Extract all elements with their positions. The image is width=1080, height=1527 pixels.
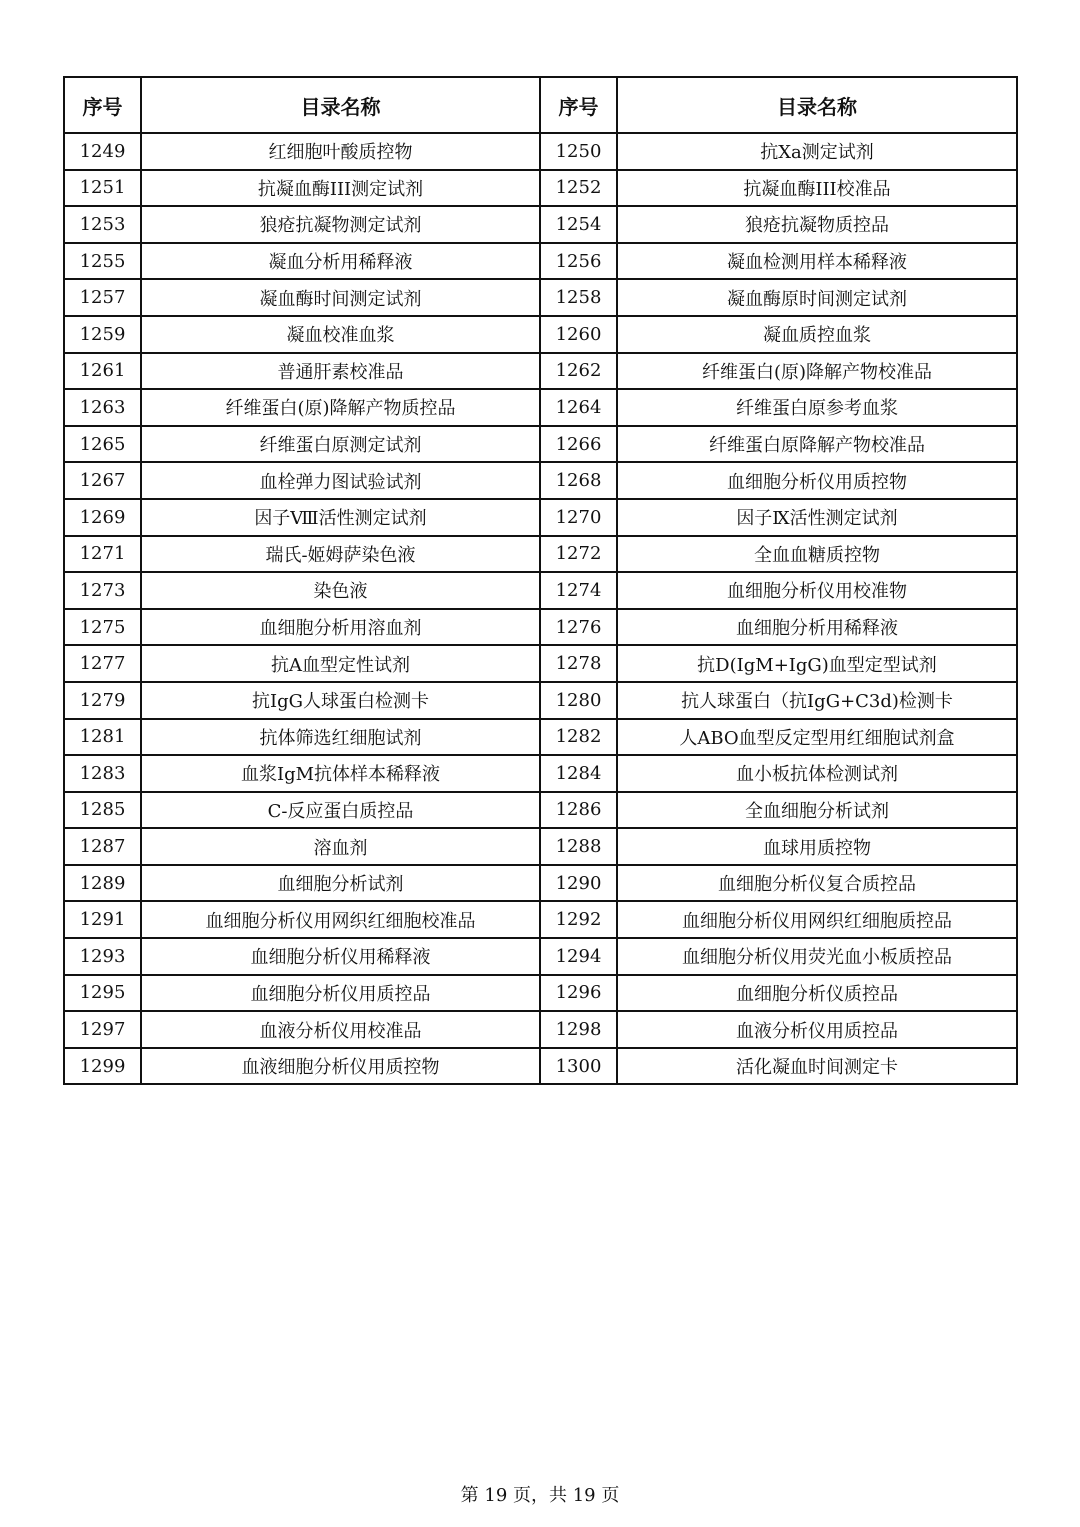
table-header bbox=[64, 77, 1017, 133]
cell-serial-left: 1249 bbox=[64, 133, 141, 170]
cell-name-right: 血球用质控物 bbox=[617, 828, 1017, 865]
cell-name-left: 血细胞分析试剂 bbox=[141, 865, 540, 902]
cell-name-left: 红细胞叶酸质控物 bbox=[141, 133, 540, 170]
cell-serial-right: 1274 bbox=[540, 572, 617, 609]
cell-name-left: 血细胞分析仪用网织红细胞校准品 bbox=[141, 901, 540, 938]
cell-name-right: 全血细胞分析试剂 bbox=[617, 792, 1017, 829]
cell-serial-left: 1253 bbox=[64, 206, 141, 243]
table-row bbox=[64, 938, 1017, 975]
table-row bbox=[64, 170, 1017, 207]
table-row bbox=[64, 682, 1017, 719]
cell-serial-right: 1300 bbox=[540, 1048, 617, 1085]
table-row bbox=[64, 316, 1017, 353]
cell-serial-right: 1280 bbox=[540, 682, 617, 719]
cell-name-left: 凝血校准血浆 bbox=[141, 316, 540, 353]
cell-name-right: 抗Xa测定试剂 bbox=[617, 133, 1017, 170]
cell-serial-right: 1288 bbox=[540, 828, 617, 865]
cell-serial-left: 1277 bbox=[64, 645, 141, 682]
cell-serial-right: 1266 bbox=[540, 426, 617, 463]
cell-name-left: 抗IgG人球蛋白检测卡 bbox=[141, 682, 540, 719]
cell-serial-right: 1286 bbox=[540, 792, 617, 829]
cell-serial-left: 1291 bbox=[64, 901, 141, 938]
cell-name-left: 血细胞分析仪用稀释液 bbox=[141, 938, 540, 975]
cell-name-right: 因子Ⅸ活性测定试剂 bbox=[617, 499, 1017, 536]
cell-name-left: 血细胞分析仪用质控品 bbox=[141, 975, 540, 1012]
header-serial-left: 序号 bbox=[64, 77, 141, 133]
cell-serial-right: 1292 bbox=[540, 901, 617, 938]
table-row bbox=[64, 865, 1017, 902]
cell-name-left: 瑞氏-姬姆萨染色液 bbox=[141, 536, 540, 573]
cell-serial-right: 1282 bbox=[540, 719, 617, 756]
cell-name-left: 抗体筛选红细胞试剂 bbox=[141, 719, 540, 756]
cell-serial-left: 1295 bbox=[64, 975, 141, 1012]
table-row bbox=[64, 462, 1017, 499]
cell-serial-right: 1284 bbox=[540, 755, 617, 792]
table-row bbox=[64, 719, 1017, 756]
cell-name-right: 血细胞分析仪复合质控品 bbox=[617, 865, 1017, 902]
page-footer: 第 19 页，共 19 页 bbox=[460, 1485, 620, 1506]
cell-serial-right: 1252 bbox=[540, 170, 617, 207]
cell-serial-right: 1258 bbox=[540, 279, 617, 316]
cell-serial-left: 1297 bbox=[64, 1011, 141, 1048]
table-body bbox=[64, 133, 1017, 1084]
cell-serial-right: 1296 bbox=[540, 975, 617, 1012]
header-name-right: 目录名称 bbox=[617, 77, 1017, 133]
cell-name-right: 血细胞分析用稀释液 bbox=[617, 609, 1017, 646]
table-row bbox=[64, 389, 1017, 426]
cell-name-left: 染色液 bbox=[141, 572, 540, 609]
table-row bbox=[64, 499, 1017, 536]
cell-name-left: 因子Ⅷ活性测定试剂 bbox=[141, 499, 540, 536]
table-row bbox=[64, 755, 1017, 792]
cell-serial-left: 1289 bbox=[64, 865, 141, 902]
cell-serial-left: 1287 bbox=[64, 828, 141, 865]
cell-serial-left: 1285 bbox=[64, 792, 141, 829]
cell-serial-left: 1259 bbox=[64, 316, 141, 353]
cell-name-left: 纤维蛋白(原)降解产物质控品 bbox=[141, 389, 540, 426]
table-row bbox=[64, 1011, 1017, 1048]
cell-name-right: 凝血酶原时间测定试剂 bbox=[617, 279, 1017, 316]
table-row bbox=[64, 243, 1017, 280]
cell-name-left: 血液细胞分析仪用质控物 bbox=[141, 1048, 540, 1085]
cell-name-right: 血细胞分析仪质控品 bbox=[617, 975, 1017, 1012]
cell-name-right: 血细胞分析仪用网织红细胞质控品 bbox=[617, 901, 1017, 938]
cell-serial-right: 1262 bbox=[540, 353, 617, 390]
cell-name-right: 抗人球蛋白（抗IgG+C3d)检测卡 bbox=[617, 682, 1017, 719]
cell-name-left: 溶血剂 bbox=[141, 828, 540, 865]
cell-name-left: C-反应蛋白质控品 bbox=[141, 792, 540, 829]
cell-name-right: 狼疮抗凝物质控品 bbox=[617, 206, 1017, 243]
cell-serial-left: 1265 bbox=[64, 426, 141, 463]
cell-name-right: 抗凝血酶III校准品 bbox=[617, 170, 1017, 207]
cell-name-left: 抗凝血酶III测定试剂 bbox=[141, 170, 540, 207]
cell-serial-right: 1256 bbox=[540, 243, 617, 280]
cell-serial-right: 1278 bbox=[540, 645, 617, 682]
cell-name-left: 普通肝素校准品 bbox=[141, 353, 540, 390]
cell-serial-right: 1276 bbox=[540, 609, 617, 646]
cell-serial-right: 1250 bbox=[540, 133, 617, 170]
cell-serial-left: 1299 bbox=[64, 1048, 141, 1085]
cell-serial-right: 1270 bbox=[540, 499, 617, 536]
cell-serial-left: 1261 bbox=[64, 353, 141, 390]
table-row bbox=[64, 426, 1017, 463]
cell-serial-left: 1273 bbox=[64, 572, 141, 609]
cell-serial-right: 1290 bbox=[540, 865, 617, 902]
cell-serial-left: 1283 bbox=[64, 755, 141, 792]
cell-serial-left: 1257 bbox=[64, 279, 141, 316]
cell-name-left: 凝血酶时间测定试剂 bbox=[141, 279, 540, 316]
cell-serial-left: 1251 bbox=[64, 170, 141, 207]
cell-serial-right: 1294 bbox=[540, 938, 617, 975]
cell-serial-right: 1264 bbox=[540, 389, 617, 426]
table-row bbox=[64, 609, 1017, 646]
table-row bbox=[64, 901, 1017, 938]
cell-name-right: 血细胞分析仪用荧光血小板质控品 bbox=[617, 938, 1017, 975]
cell-name-left: 血栓弹力图试验试剂 bbox=[141, 462, 540, 499]
cell-serial-right: 1298 bbox=[540, 1011, 617, 1048]
cell-name-right: 血小板抗体检测试剂 bbox=[617, 755, 1017, 792]
cell-serial-right: 1254 bbox=[540, 206, 617, 243]
cell-name-right: 纤维蛋白原参考血浆 bbox=[617, 389, 1017, 426]
cell-serial-left: 1263 bbox=[64, 389, 141, 426]
cell-name-left: 狼疮抗凝物测定试剂 bbox=[141, 206, 540, 243]
cell-serial-left: 1267 bbox=[64, 462, 141, 499]
cell-name-right: 抗D(IgM+IgG)血型定型试剂 bbox=[617, 645, 1017, 682]
cell-name-left: 血细胞分析用溶血剂 bbox=[141, 609, 540, 646]
table-row bbox=[64, 206, 1017, 243]
table-row bbox=[64, 133, 1017, 170]
table-row bbox=[64, 279, 1017, 316]
cell-name-right: 凝血质控血浆 bbox=[617, 316, 1017, 353]
catalog-table bbox=[63, 76, 1018, 1085]
cell-name-right: 血细胞分析仪用质控物 bbox=[617, 462, 1017, 499]
cell-serial-left: 1279 bbox=[64, 682, 141, 719]
cell-serial-left: 1275 bbox=[64, 609, 141, 646]
cell-name-right: 血细胞分析仪用校准物 bbox=[617, 572, 1017, 609]
cell-serial-left: 1269 bbox=[64, 499, 141, 536]
table-row bbox=[64, 1048, 1017, 1085]
cell-name-right: 人ABO血型反定型用红细胞试剂盒 bbox=[617, 719, 1017, 756]
table-row bbox=[64, 828, 1017, 865]
cell-serial-right: 1268 bbox=[540, 462, 617, 499]
cell-name-right: 全血血糖质控物 bbox=[617, 536, 1017, 573]
cell-name-left: 纤维蛋白原测定试剂 bbox=[141, 426, 540, 463]
cell-name-right: 活化凝血时间测定卡 bbox=[617, 1048, 1017, 1085]
cell-serial-left: 1271 bbox=[64, 536, 141, 573]
cell-name-right: 凝血检测用样本稀释液 bbox=[617, 243, 1017, 280]
table-row bbox=[64, 536, 1017, 573]
cell-serial-left: 1255 bbox=[64, 243, 141, 280]
table-row bbox=[64, 792, 1017, 829]
cell-name-left: 抗A血型定性试剂 bbox=[141, 645, 540, 682]
table-row bbox=[64, 572, 1017, 609]
cell-serial-left: 1293 bbox=[64, 938, 141, 975]
table-row bbox=[64, 645, 1017, 682]
table-row bbox=[64, 353, 1017, 390]
header-serial-right: 序号 bbox=[540, 77, 617, 133]
cell-name-left: 凝血分析用稀释液 bbox=[141, 243, 540, 280]
cell-serial-left: 1281 bbox=[64, 719, 141, 756]
header-name-left: 目录名称 bbox=[141, 77, 540, 133]
cell-serial-right: 1260 bbox=[540, 316, 617, 353]
cell-name-left: 血浆IgM抗体样本稀释液 bbox=[141, 755, 540, 792]
table-row bbox=[64, 975, 1017, 1012]
cell-name-right: 血液分析仪用质控品 bbox=[617, 1011, 1017, 1048]
cell-serial-right: 1272 bbox=[540, 536, 617, 573]
header-row bbox=[64, 77, 1017, 133]
cell-name-left: 血液分析仪用校准品 bbox=[141, 1011, 540, 1048]
cell-name-right: 纤维蛋白原降解产物校准品 bbox=[617, 426, 1017, 463]
cell-name-right: 纤维蛋白(原)降解产物校准品 bbox=[617, 353, 1017, 390]
